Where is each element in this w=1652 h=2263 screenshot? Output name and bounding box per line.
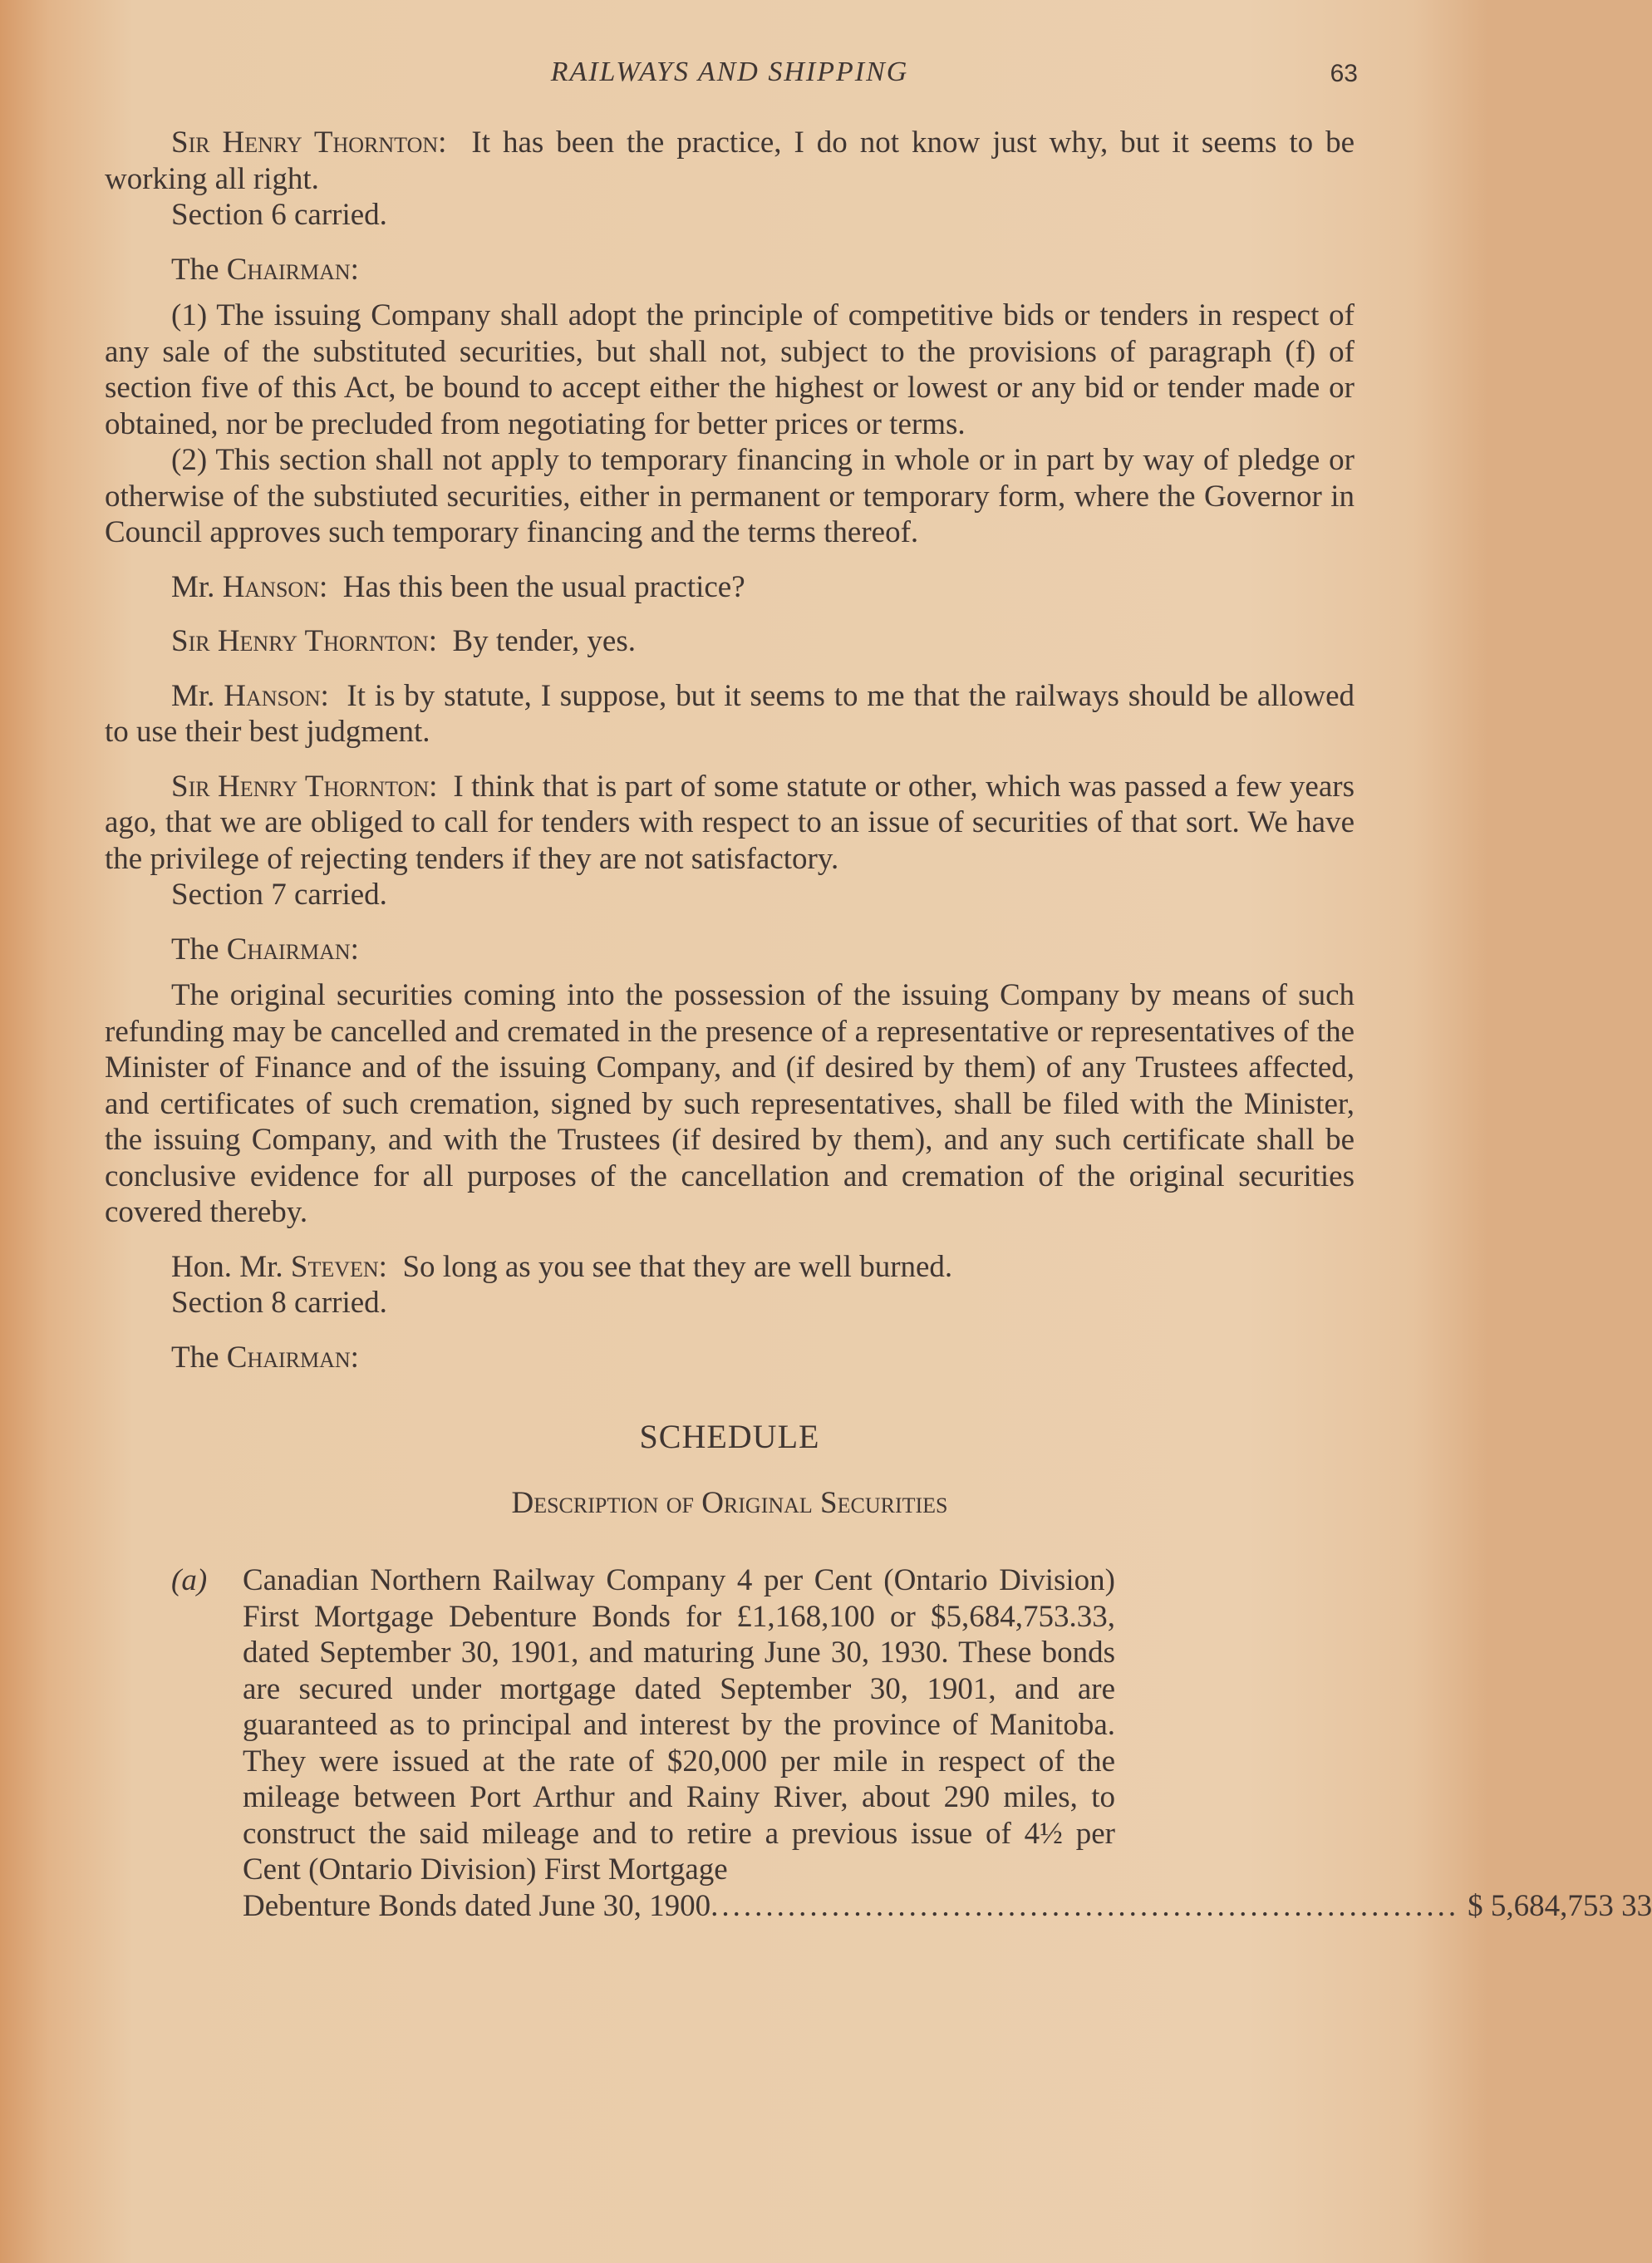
schedule-item-a: [105, 1562, 1652, 1924]
speech-text: I think that is part of some statute or other, which was passed a few years ago, that we are obliged to call for tenders with respect to an issue of securities of that sort. We have the privilege of rejecting tenders if they are not satisfactory.: [105, 769, 1355, 876]
schedule-heading: SCHEDULE: [639, 1418, 820, 1455]
item-label: (a): [171, 1563, 208, 1597]
speaker-name: Chairman:: [226, 1340, 359, 1375]
page-number: 63: [1330, 60, 1358, 87]
speaker-name: Sir Henry Thornton:: [171, 624, 437, 658]
paragraph-thornton-2: [105, 623, 1355, 660]
speaker-name: Chairman:: [226, 932, 359, 967]
clause-1-paragraph: (1) The issuing Company shall adopt the principle of competitive bids or tenders in respect of any sale of the substituted securities, but shall not, subject to the provisions of paragraph (f) of section five of this Act, be bound to accept either the highest or lowest or any bid or tender made or obtained, nor be precluded from negotiating for better prices or terms.: [105, 298, 1355, 441]
running-header: [105, 52, 1358, 101]
paragraph-hanson-1: [105, 569, 1355, 606]
article-the: The: [171, 252, 219, 287]
speech-text: It has been the practice, I do not know just why, but it seems to be working all right.: [105, 125, 1355, 196]
title-mr: Mr.: [171, 678, 215, 713]
chairman-heading-1: [105, 252, 1355, 288]
schedule-subheading: Description of Original Securities: [511, 1485, 948, 1520]
item-body: [243, 1562, 1652, 1924]
section-6-carried: Section 6 carried.: [171, 198, 387, 232]
speaker-name: Chairman:: [226, 252, 359, 287]
title-hon-mr: Hon. Mr.: [171, 1249, 283, 1284]
speech-text: So long as you see that they are well burned.: [402, 1249, 953, 1284]
chairman-heading-2: [105, 932, 1355, 968]
paragraph-thornton-3: [105, 769, 1355, 878]
paragraph-hanson-2: [105, 678, 1355, 750]
title-mr: Mr.: [171, 569, 215, 604]
item-description: Canadian Northern Railway Company 4 per Cent (Ontario Division) First Mortgage Debenture Bonds for £1,168,100 or $5,684,753.33, dated September 30, 1901, and maturing June 30, 1930. These bonds are secured under mortgage dated September 30, 1901, and are guaranteed as to principal and interest by the province of Manitoba. They were issued at the rate of $20,000 per mile in respect of the mileage between Port Arthur and Rainy River, about 290 miles, to construct the said mileage and to retire a previous issue of 4½ per Cent (Ontario Division) First Mortgage: [243, 1563, 1115, 1887]
article-the: The: [171, 1340, 219, 1375]
dot-leader: ....................................................................: [710, 1888, 1460, 1923]
section-8-carried: Section 8 carried.: [171, 1286, 387, 1320]
speaker-name: Sir Henry Thornton:: [171, 769, 438, 804]
speaker-name: Hanson:: [222, 569, 328, 604]
speaker-name: Sir Henry Thornton:: [171, 125, 447, 160]
article-the: The: [171, 932, 219, 967]
speaker-name: Hanson:: [224, 678, 329, 713]
speech-text: By tender, yes.: [452, 624, 636, 658]
clause-2-paragraph: (2) This section shall not apply to temporary financing in whole or in part by way of pledge or otherwise of the substiuted securities, either in permanent or temporary form, where the Governor in Council approves such temporary financing and the terms thereof.: [105, 443, 1355, 549]
chairman-heading-3: [105, 1340, 1355, 1376]
item-last-line-text: Debenture Bonds dated June 30, 1900: [243, 1888, 711, 1923]
item-amount: $ 5,684,753 33: [1468, 1888, 1652, 1923]
item-last-line: [243, 1888, 1652, 1925]
paragraph-steven: [105, 1249, 1355, 1286]
section-7-carried: Section 7 carried.: [171, 878, 387, 912]
paragraph-thornton-1: [105, 125, 1355, 197]
speech-text: Has this been the usual practice?: [342, 569, 745, 604]
speech-text: It is by statute, I suppose, but it seems to me that the railways should be allowed to use their best judgment.: [105, 678, 1355, 749]
document-page: [105, 52, 1652, 2246]
speaker-name: Steven:: [290, 1249, 387, 1284]
cremation-clause-paragraph: The original securities coming into the possession of the issuing Company by means of such refunding may be cancelled and cremated in the presence of a representative or representatives of the Minister of Finance and of the issuing Company, and (if desired by them) of any Trustees affected, and certificates of such cremation, signed by such representatives, shall be filed with the Minister, the issuing Company, and with the Trustees (if desired by them), and any such certificate shall be conclusive evidence for all purposes of the cancellation and cremation of the original securities covered thereby.: [105, 978, 1355, 1229]
running-title: RAILWAYS AND SHIPPING: [550, 57, 909, 87]
